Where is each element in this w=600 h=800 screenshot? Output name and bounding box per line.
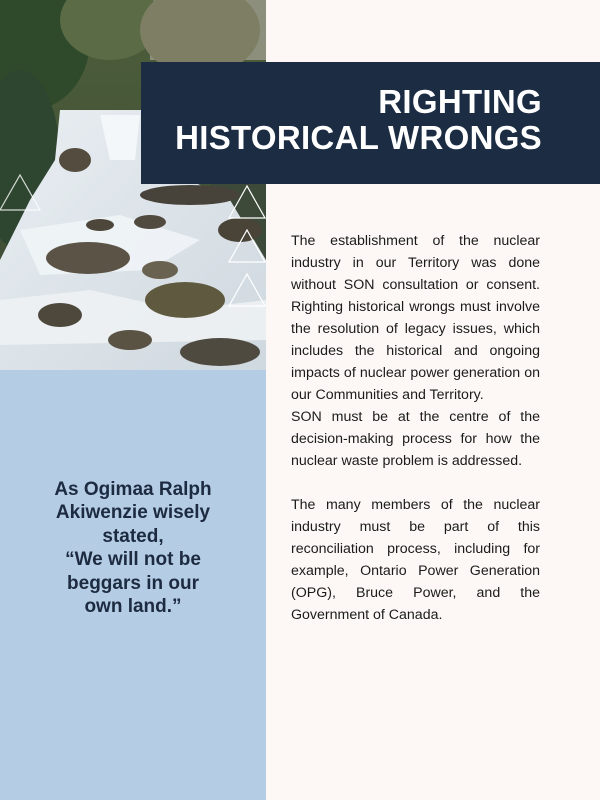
page-title	[175, 84, 542, 156]
paragraph-reconciliation: The many members of the nuclear industry must be part of this reconciliation process, including for example, Ontario Power Generation (OPG), Bruce Power, and the Government of Canada.	[291, 497, 540, 623]
title-line: HISTORICAL WRONGS	[175, 119, 542, 156]
quote-line: beggars in our	[67, 572, 199, 594]
title-line: RIGHTING	[378, 83, 542, 120]
quote-line: own land.”	[84, 596, 182, 618]
paragraph-decision-making: SON must be at the centre of the decision-making process for how the nuclear waste problem is addressed.	[291, 409, 540, 469]
quote-line: “We will not be	[65, 549, 201, 571]
paragraph-legacy: The establishment of the nuclear industry in our Territory was done without SON consultation or consent. Righting historical wrongs must involve the resolution of legacy issues, which includes the historical and ongoing impacts of nuclear power generation on our Communities and Territory.	[291, 233, 540, 403]
quote-line: Akiwenzie wisely	[55, 502, 211, 524]
body-text	[291, 230, 540, 626]
chief-quote	[20, 478, 246, 618]
quote-line: stated,	[102, 525, 164, 547]
waterfall-image	[0, 0, 266, 370]
quote-line: As Ogimaa Ralph	[54, 479, 212, 500]
waterfall-photo	[0, 0, 266, 370]
title-banner	[141, 62, 600, 184]
paragraph-spacer	[291, 472, 540, 494]
